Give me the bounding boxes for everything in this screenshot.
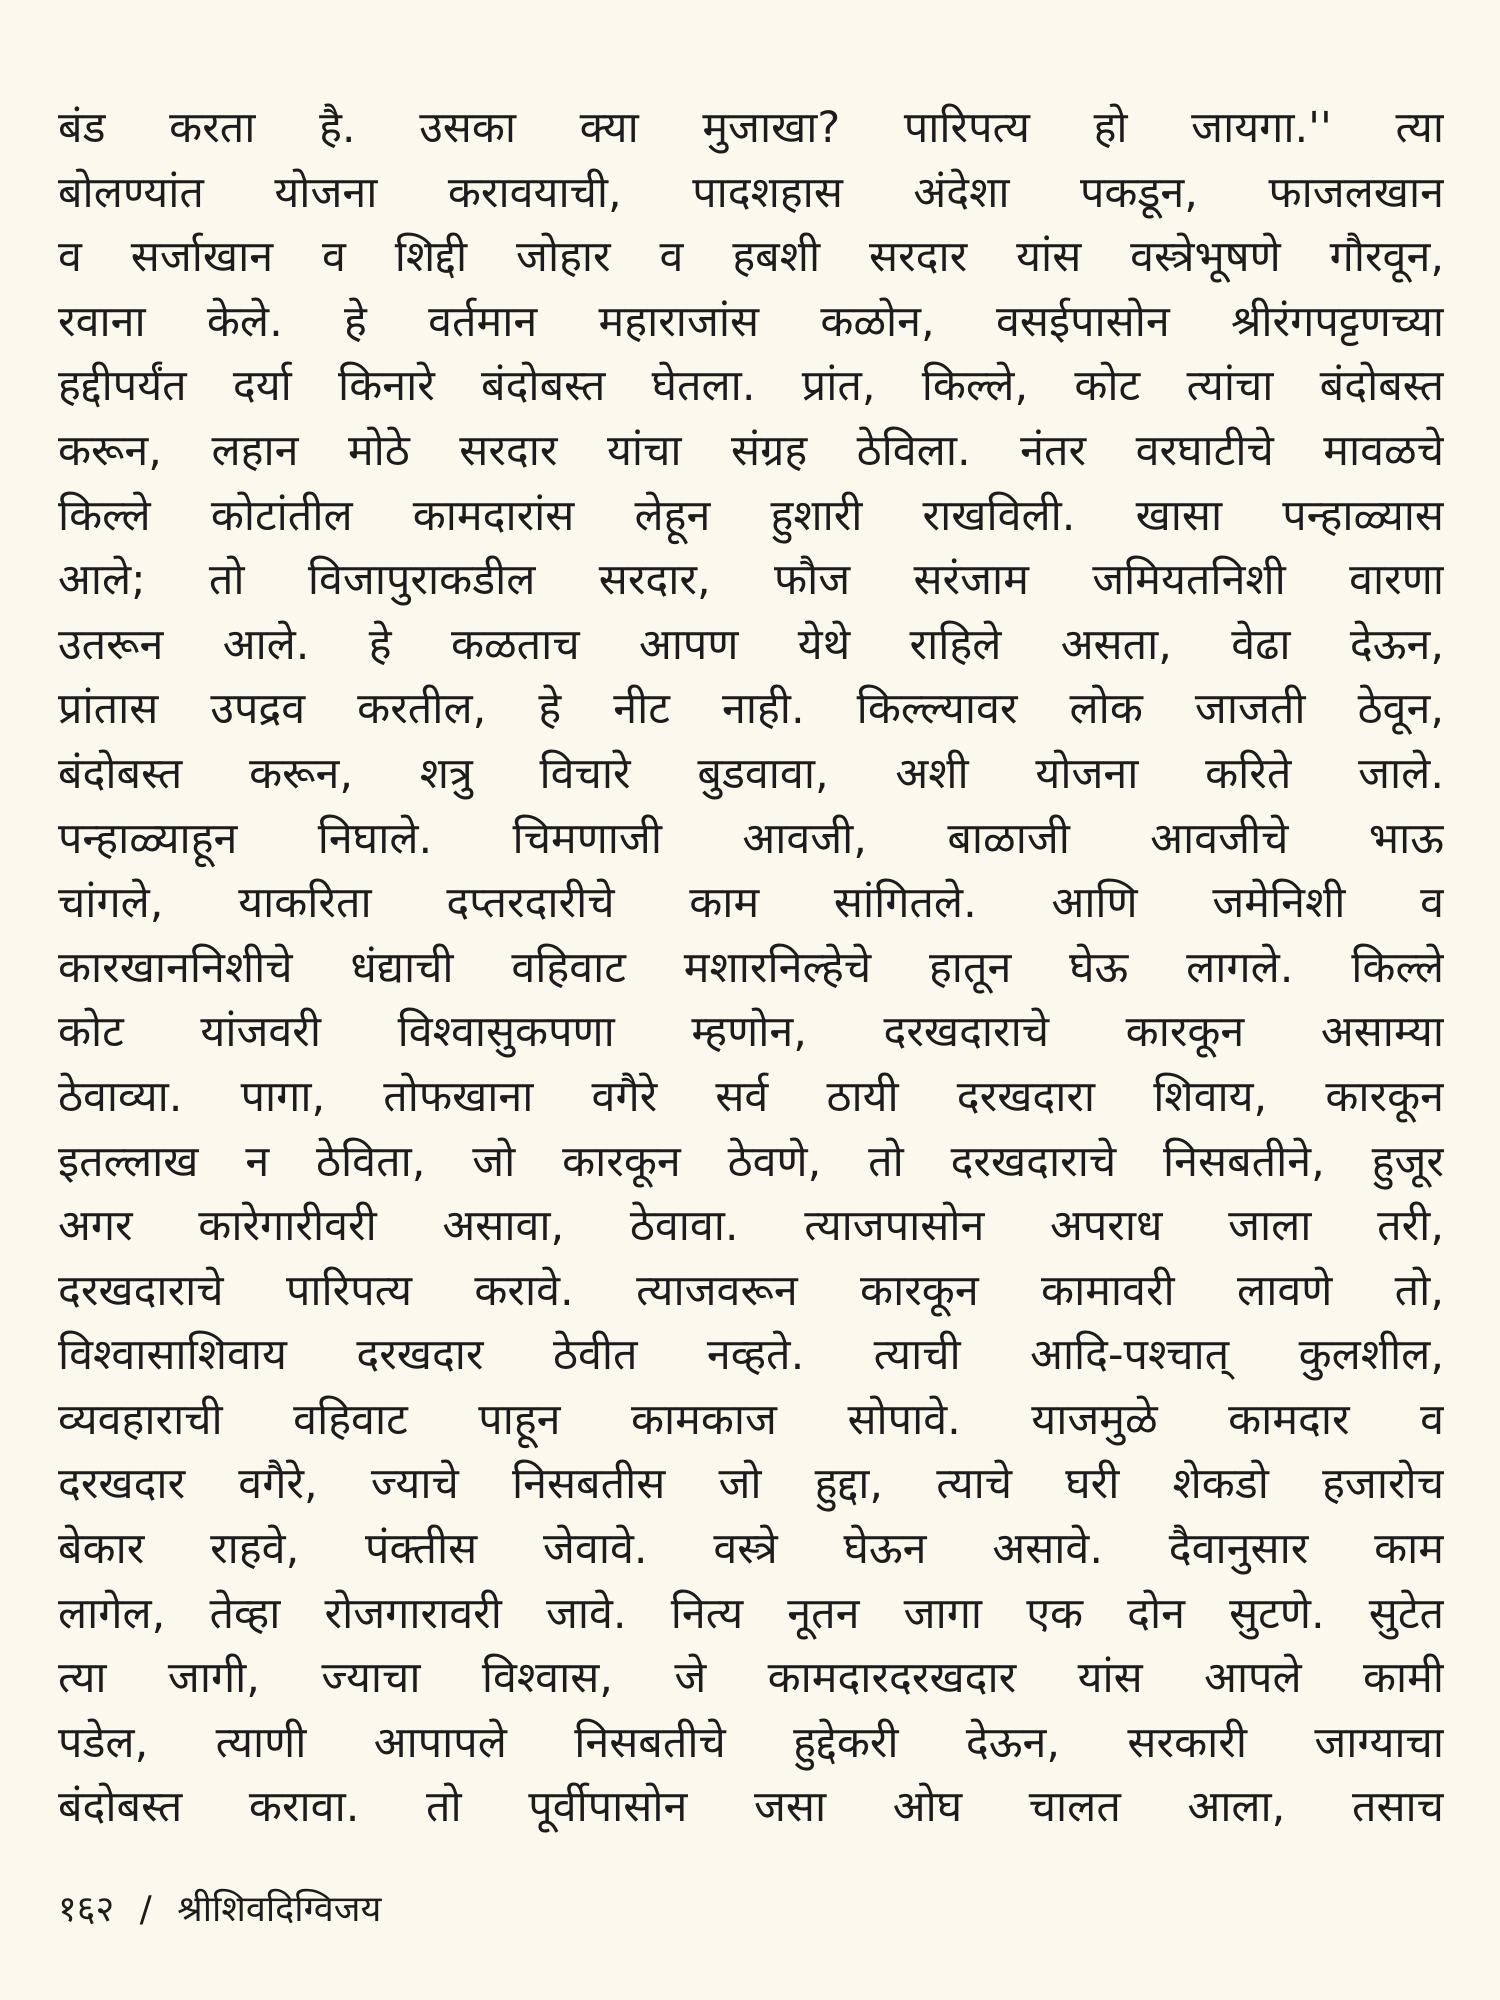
page-body-text bbox=[58, 96, 1444, 1840]
text-line: कोट यांजवरी विश्वासुकपणा म्हणोन, दरखदाराचे कारकून असाम्या bbox=[58, 1007, 1444, 1058]
text-line: बंदोबस्त करावा. तो पूर्वीपासोन जसा ओघ चालत आला, तसाच bbox=[58, 1782, 1444, 1833]
text-line: बेकार राहवे, पंक्तीस जेवावे. वस्त्रे घेऊन असावे. दैवानुसार काम bbox=[58, 1524, 1444, 1575]
text-line: बंदोबस्त करून, शत्रु विचारे बुडवावा, अशी योजना करिते जाले. bbox=[58, 748, 1444, 799]
text-line: विश्वासाशिवाय दरखदार ठेवीत नव्हते. त्याची आदि-पश्चात् कुलशील, bbox=[58, 1330, 1444, 1381]
text-line: कारखाननिशीचे धंद्याची वहिवाट मशारनिल्हेचे हातून घेऊ लागले. किल्ले bbox=[58, 942, 1444, 993]
text-line: रवाना केले. हे वर्तमान महाराजांस कळोन, वसईपासोन श्रीरंगपट्टणच्या bbox=[58, 296, 1444, 347]
text-line: बंड करता है. उसका क्या मुजाखा? पारिपत्य हो जायगा.'' त्या bbox=[58, 103, 1444, 153]
text-line: पडेल, त्याणी आपापले निसबतीचे हुद्देकरी देऊन, सरकारी जाग्याचा bbox=[58, 1717, 1444, 1768]
text-line: प्रांतास उपद्रव करतील, हे नीट नाही. किल्ल्यावर लोक जाजती ठेवून, bbox=[58, 684, 1444, 735]
text-line: व सर्जाखान व शिद्दी जोहार व हबशी सरदार यांस वस्त्रेभूषणे गौरवून, bbox=[58, 232, 1444, 283]
text-line: आले; तो विजापुराकडील सरदार, फौज सरंजाम जमियतनिशी वारणा bbox=[58, 555, 1444, 606]
text-line: अगर कारेगारीवरी असावा, ठेवावा. त्याजपासोन अपराध जाला तरी, bbox=[58, 1201, 1444, 1252]
book-title: श्रीशिवदिग्विजय bbox=[177, 1889, 382, 1930]
text-line: चांगले, याकरिता दप्तरदारीचे काम सांगितले. आणि जमेनिशी व bbox=[58, 878, 1444, 929]
text-line: बोलण्यांत योजना करावयाची, पादशहास अंदेशा पकडून, फाजलखान bbox=[58, 167, 1444, 218]
text-line: करून, लहान मोठे सरदार यांचा संग्रह ठेविला. नंतर वरघाटीचे मावळचे bbox=[58, 425, 1444, 476]
text-line: इतल्लाख न ठेविता, जो कारकून ठेवणे, तो दरखदाराचे निसबतीने, हुजूर bbox=[58, 1136, 1444, 1187]
text-line: दरखदाराचे पारिपत्य करावे. त्याजवरून कारकून कामावरी लावणे तो, bbox=[58, 1265, 1444, 1316]
text-line: त्या जागी, ज्याचा विश्वास, जे कामदारदरखदार यांस आपले कामी bbox=[58, 1653, 1444, 1704]
text-line: व्यवहाराची वहिवाट पाहून कामकाज सोपावे. याजमुळे कामदार व bbox=[58, 1394, 1444, 1445]
text-line: पन्हाळ्याहून निघाले. चिमणाजी आवजी, बाळाजी आवजीचे भाऊ bbox=[58, 813, 1444, 864]
footer-separator: / bbox=[139, 1889, 152, 1930]
text-line: उतरून आले. हे कळताच आपण येथे राहिले असता, वेढा देऊन, bbox=[58, 619, 1444, 670]
text-line: दरखदार वगैरे, ज्याचे निसबतीस जो हुद्दा, त्याचे घरी शेकडो हजारोच bbox=[58, 1459, 1444, 1510]
page-number: १६२ bbox=[58, 1889, 115, 1930]
text-line: ठेवाव्या. पागा, तोफखाना वगैरे सर्व ठायी दरखदारा शिवाय, कारकून bbox=[58, 1071, 1444, 1122]
text-line: किल्ले कोटांतील कामदारांस लेहून हुशारी राखविली. खासा पन्हाळ्यास bbox=[58, 490, 1444, 541]
text-line: लागेल, तेव्हा रोजगारावरी जावे. नित्य नूतन जागा एक दोन सुटणे. सुटेत bbox=[58, 1588, 1444, 1639]
text-line: हद्दीपर्यंत दर्या किनारे बंदोबस्त घेतला. प्रांत, किल्ले, कोट त्यांचा बंदोबस्त bbox=[58, 361, 1444, 412]
page-footer bbox=[58, 1885, 381, 1935]
